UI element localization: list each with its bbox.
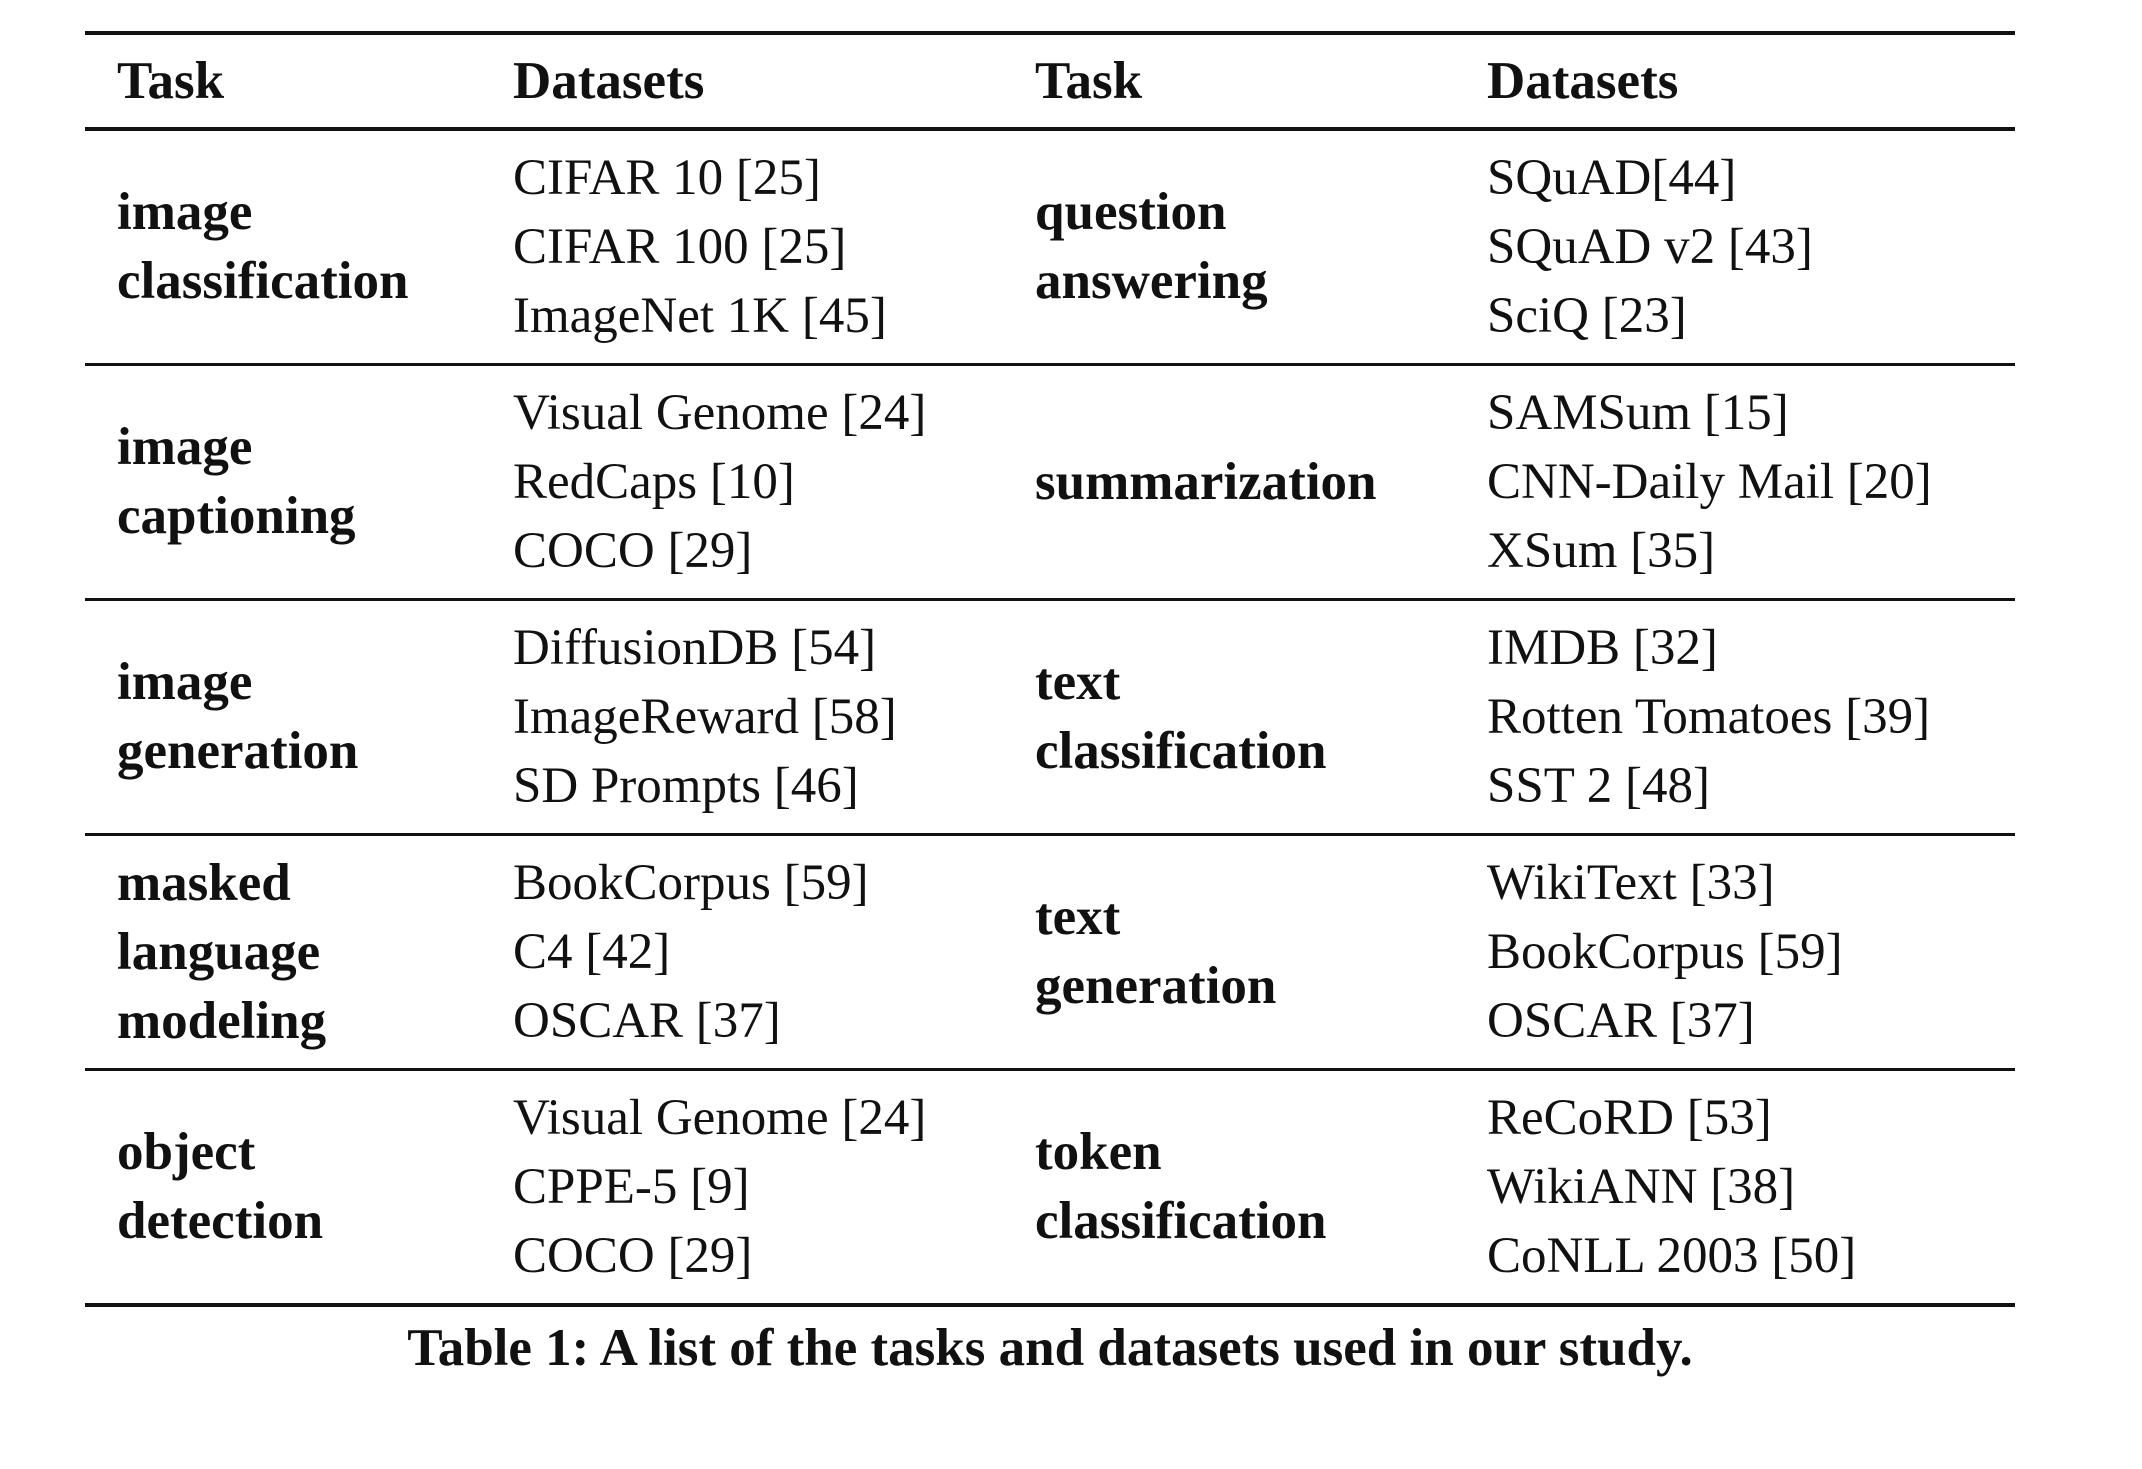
dataset-entry: BookCorpus [59] — [513, 854, 869, 911]
dataset-entry: CNN-Daily Mail [20] — [1487, 453, 1932, 510]
dataset-entry: CPPE-5 [9] — [513, 1158, 750, 1215]
table-caption: Table 1: A list of the tasks and datasets used in our study. — [407, 1319, 1693, 1377]
dataset-entry: DiffusionDB [54] — [513, 619, 877, 676]
task-name-line: question — [1035, 183, 1227, 241]
datasets-cell-right — [1455, 600, 2015, 835]
dataset-entry: BookCorpus [59] — [1487, 923, 1843, 980]
task-name-line: detection — [117, 1192, 324, 1250]
task-name-line: classification — [1035, 1192, 1327, 1250]
task-name-line: image — [117, 183, 253, 241]
dataset-entry: ImageReward [58] — [513, 688, 897, 745]
datasets-cell-left — [481, 600, 1003, 835]
dataset-entry: OSCAR [37] — [513, 992, 781, 1049]
task-name-line: captioning — [117, 487, 356, 545]
task-cell-right — [1003, 1070, 1455, 1306]
task-cell-left — [85, 1070, 481, 1306]
table-header — [85, 33, 2015, 129]
task-name-line: masked — [117, 853, 291, 912]
dataset-entry: Rotten Tomatoes [39] — [1487, 688, 1931, 745]
tasks-datasets-table — [85, 31, 2015, 1307]
task-cell-right — [1003, 129, 1455, 365]
header-row — [85, 33, 2015, 129]
table-row — [85, 129, 2015, 365]
dataset-entry: OSCAR [37] — [1487, 992, 1755, 1049]
task-name-line: generation — [1035, 957, 1277, 1015]
task-name-line: text — [1035, 653, 1121, 711]
task-name-line: image — [117, 653, 253, 711]
tasks-datasets-table-container — [85, 31, 2015, 1307]
task-cell-left — [85, 835, 481, 1070]
dataset-entry: CoNLL 2003 [50] — [1487, 1227, 1857, 1284]
dataset-entry: COCO [29] — [513, 1227, 753, 1284]
header-task-left: Task — [85, 33, 481, 129]
dataset-entry: ImageNet 1K [45] — [513, 287, 887, 344]
task-cell-left — [85, 600, 481, 835]
datasets-cell-left — [481, 129, 1003, 365]
task-cell-left — [85, 129, 481, 365]
task-name-line: text — [1035, 888, 1121, 946]
dataset-entry: IMDB [32] — [1487, 619, 1718, 676]
dataset-entry: RedCaps [10] — [513, 453, 795, 510]
dataset-entry: SQuAD[44] — [1487, 149, 1737, 206]
table-row — [85, 600, 2015, 835]
task-cell-left — [85, 365, 481, 600]
datasets-cell-right — [1455, 365, 2015, 600]
task-name-line: modeling — [117, 991, 327, 1050]
task-name-line: classification — [117, 252, 409, 310]
dataset-entry: WikiText [33] — [1487, 854, 1775, 911]
table-body — [85, 129, 2015, 1305]
dataset-entry: SciQ [23] — [1487, 287, 1687, 344]
table-row — [85, 365, 2015, 600]
dataset-entry: WikiANN [38] — [1487, 1158, 1796, 1215]
dataset-entry: SD Prompts [46] — [513, 757, 859, 814]
task-name-line: object — [117, 1123, 256, 1181]
task-name-line: summarization — [1035, 452, 1377, 511]
table-row — [85, 835, 2015, 1070]
datasets-cell-right — [1455, 835, 2015, 1070]
dataset-entry: SQuAD v2 [43] — [1487, 218, 1813, 275]
table-row — [85, 1070, 2015, 1306]
datasets-cell-right — [1455, 1070, 2015, 1306]
dataset-entry: CIFAR 10 [25] — [513, 149, 821, 206]
task-cell-right — [1003, 600, 1455, 835]
datasets-cell-left — [481, 835, 1003, 1070]
datasets-cell-right — [1455, 129, 2015, 365]
task-cell-right — [1003, 365, 1455, 600]
dataset-entry: Visual Genome [24] — [513, 384, 927, 441]
header-datasets-left: Datasets — [481, 33, 1003, 129]
dataset-entry: COCO [29] — [513, 522, 753, 579]
task-name-line: language — [117, 922, 321, 981]
dataset-entry: XSum [35] — [1487, 522, 1716, 579]
datasets-cell-left — [481, 1070, 1003, 1306]
task-name-line: token — [1035, 1123, 1162, 1181]
dataset-entry: ReCoRD [53] — [1487, 1089, 1772, 1146]
dataset-entry: SST 2 [48] — [1487, 757, 1710, 814]
datasets-cell-left — [481, 365, 1003, 600]
task-name-line: answering — [1035, 252, 1268, 310]
task-name-line: generation — [117, 722, 359, 780]
dataset-entry: SAMSum [15] — [1487, 384, 1789, 441]
task-cell-right — [1003, 835, 1455, 1070]
dataset-entry: Visual Genome [24] — [513, 1089, 927, 1146]
task-name-line: image — [117, 418, 253, 476]
dataset-entry: CIFAR 100 [25] — [513, 218, 847, 275]
header-task-right: Task — [1003, 33, 1455, 129]
dataset-entry: C4 [42] — [513, 923, 671, 980]
task-name-line: classification — [1035, 722, 1327, 780]
header-datasets-right: Datasets — [1455, 33, 2015, 129]
